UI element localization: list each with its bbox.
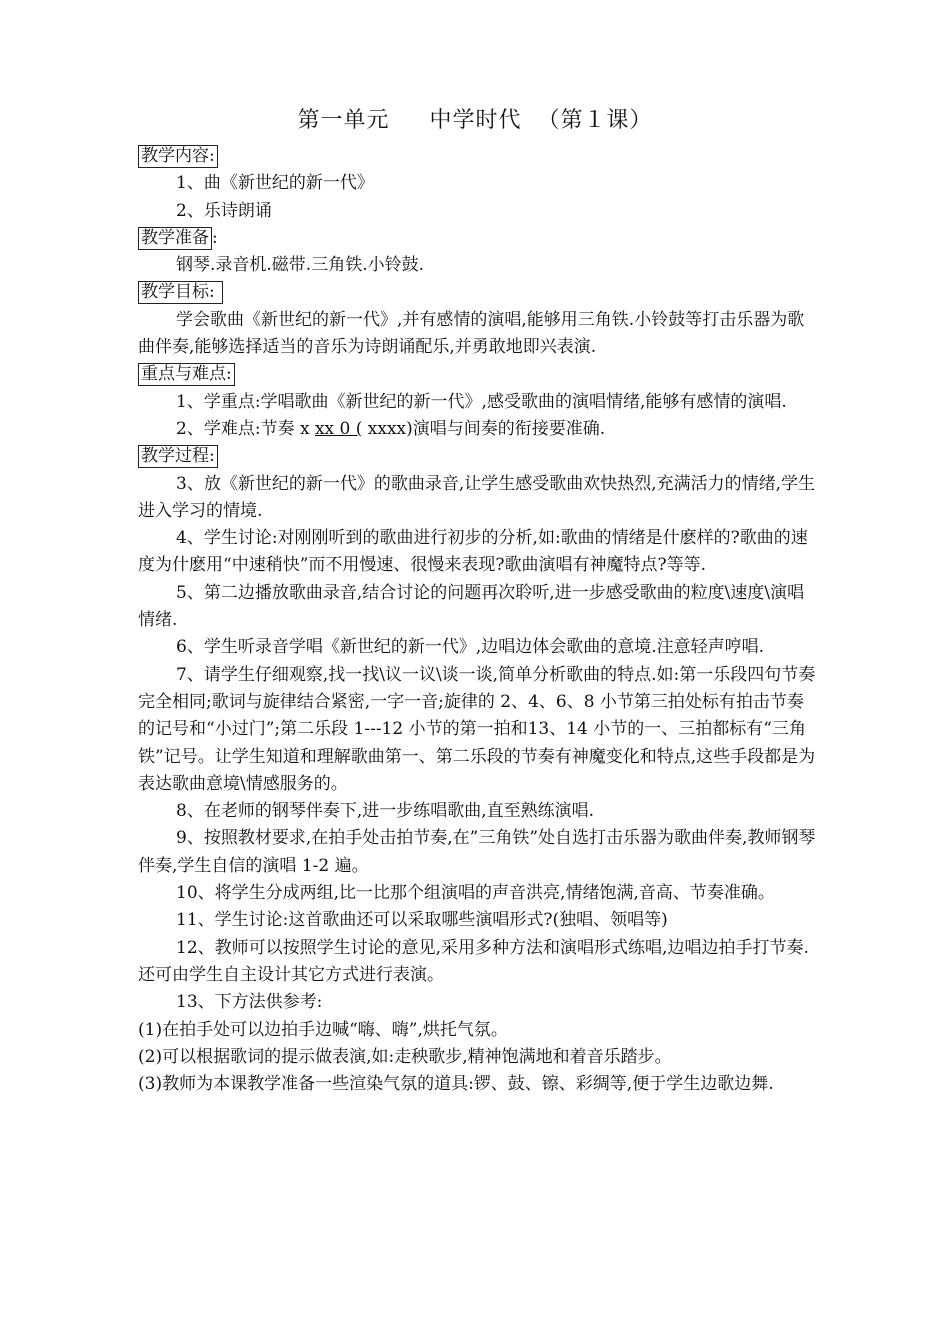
key-point: 1、学重点:学唱歌曲《新世纪的新一代》,感受歌曲的演唱情绪,能够有感情的演唱. (176, 391, 787, 412)
difficult-point (138, 416, 818, 443)
difficult-prefix: 2、学难点:节奏 x (176, 418, 315, 439)
process-item: 11、学生讨论:这首歌曲还可以采取哪些演唱形式?(独唱、领唱等) (176, 910, 668, 931)
reference-item: (3)教师为本课教学准备一些渲染气氛的道具:锣、鼓、镲、彩绸等,便于学生边歌边舞. (138, 1074, 774, 1095)
rhythm-notation: xx 0 ( (314, 418, 363, 439)
content-label: 教学内容: (138, 145, 218, 168)
process-item: 4、学生讨论:对刚刚听到的歌曲进行初步的分析,如:歌曲的情绪是什麽样的?歌曲的速度为什麽用“中速稍快”而不用慢速、很慢来表现?歌曲演唱有神魔特点?等等. (138, 528, 808, 576)
goal-text: 学会歌曲《新世纪的新一代》,并有感情的演唱,能够用三角铁.小铃鼓等打击乐器为歌曲伴奏,能够选择适当的音乐为诗朗诵配乐,并勇敢地即兴表演. (138, 309, 805, 358)
difficult-suffix: xxxx)演唱与间奏的衔接要准确. (362, 418, 606, 439)
key-label: 重点与难点: (138, 363, 235, 386)
process-item: 13、下方法供参考: (176, 992, 323, 1013)
title-lesson: （第１课） (537, 108, 653, 133)
reference-item: (2)可以根据歌词的提示做表演,如:走秧歌步,精神饱满地和着音乐踏步。 (138, 1046, 672, 1067)
goal-label: 教学目标: (138, 281, 223, 304)
reference-item: (1)在拍手处可以边拍手边喊“嗨、嗨”,烘托气氛。 (138, 1019, 508, 1040)
prep-text: 钢琴.录音机.磁带.三角铁.小铃鼓. (176, 255, 425, 276)
process-item: 5、第二边播放歌曲录音,结合讨论的问题再次聆听,进一步感受歌曲的粒度\速度\演唱情绪. (138, 582, 805, 631)
prep-heading (138, 225, 818, 252)
title-subject: 中学时代 (429, 108, 522, 133)
content-item: 2、乐诗朗诵 (176, 200, 272, 221)
content-item: 1、曲《新世纪的新一代》 (176, 173, 374, 194)
page-title (0, 103, 950, 134)
process-item: 7、请学生仔细观察,找一找\议一议\谈一谈,简单分析歌曲的特点.如:第一乐段四句节奏完全相同;歌词与旋律结合紧密,一字一音;旋律的 2、4、6、8 小节第三拍处标有拍击节奏的记号和“小过门”;第二乐段 1---12 小节的第一拍和13、14 小节的一、三拍都标有“三角铁”记号。让学生知道和理解歌曲第一、第二乐段的节奏有神魔变化和特点,这些手段都是为表达歌曲意境\情感服务的。 (138, 664, 816, 794)
process-item: 6、学生听录音学唱《新世纪的新一代》,边唱边体会歌曲的意境.注意轻声哼唱. (176, 637, 765, 658)
prep-colon: : (212, 227, 218, 248)
process-item: 12、教师可以按照学生讨论的意见,采用多种方法和演唱形式练唱,边唱边拍手打节奏.还可由学生自主设计其它方式进行表演。 (138, 937, 809, 985)
title-unit: 第一单元 (297, 108, 390, 133)
document-body (138, 143, 818, 1098)
goal-heading (138, 279, 818, 306)
process-label: 教学过程: (138, 445, 218, 468)
key-heading (138, 361, 818, 388)
prep-label: 教学准备 (138, 227, 212, 250)
content-heading (138, 143, 818, 170)
process-item: 9、按照教材要求,在拍手处击拍节奏,在”三角铁”处自选打击乐器为歌曲伴奏,教师钢琴伴奏,学生自信的演唱 1-2 遍。 (138, 828, 816, 876)
process-item: 10、将学生分成两组,比一比那个组演唱的声音洪亮,情绪饱满,音高、节奏准确。 (176, 883, 775, 904)
process-item: 8、在老师的钢琴伴奏下,进一步练唱歌曲,直至熟练演唱. (176, 801, 595, 822)
process-item: 3、放《新世纪的新一代》的歌曲录音,让学生感受歌曲欢快热烈,充满活力的情绪,学生进入学习的情境. (138, 473, 816, 521)
process-heading (138, 443, 818, 470)
